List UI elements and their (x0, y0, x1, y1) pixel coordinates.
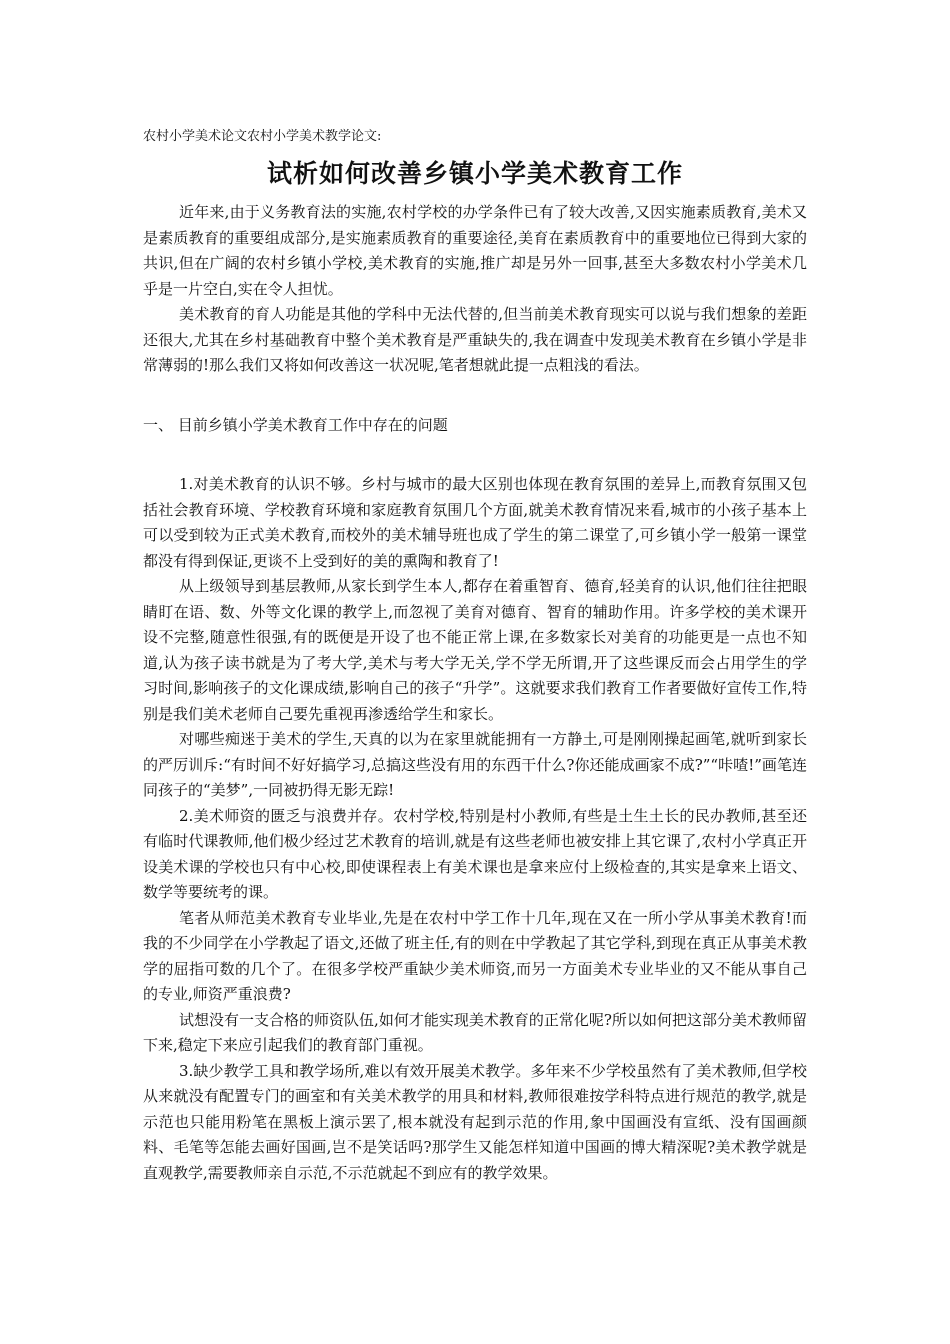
paragraph: 1.对美术教育的认识不够。乡村与城市的最大区别也体现在教育氛围的差异上,而教育氛围又包括社会教育环境、学校教育环境和家庭教育氛围几个方面,就美术教育情况来看,城市的小孩子基本上可以受到较为正式美术教育,而校外的美术辅导班也成了学生的第二课堂了,可乡镇小学一般第一课堂都没有得到保证,更谈不上受到好的美的熏陶和教育了! (143, 475, 807, 570)
paragraph: 对哪些痴迷于美术的学生,天真的以为在家里就能拥有一方静土,可是刚刚操起画笔,就听到家长的严厉训斥:“有时间不好好搞学习,总搞这些没有用的东西干什么?你还能成画家不成?”“咔喳!”画笔连同孩子的“美梦”,一同被扔得无影无踪! (143, 730, 807, 799)
section-heading: 一、 目前乡镇小学美术教育工作中存在的问题 (143, 415, 448, 434)
paragraph: 从上级领导到基层教师,从家长到学生本人,都存在着重智育、德育,轻美育的认识,他们往往把眼睛盯在语、数、外等文化课的教学上,而忽视了美育对德育、智育的辅助作用。许多学校的美术课开设不完整,随意性很强,有的既便是开设了也不能正常上课,在多数家长对美育的功能更是一点也不知道,认为孩子读书就是为了考大学,美术与考大学无关,学不学无所谓,开了这些课反而会占用学生的学习时间,影响孩子的文化课成绩,影响自己的孩子“升学”。这就要求我们教育工作者要做好宣传工作,特别是我们美术老师自己要先重视再渗透给学生和家长。 (143, 577, 807, 723)
paragraph: 笔者从师范美术教育专业毕业,先是在农村中学工作十几年,现在又在一所小学从事美术教育!而我的不少同学在小学教起了语文,还做了班主任,有的则在中学教起了其它学科,到现在真正从事美术教学的屈指可数的几个了。在很多学校严重缺少美术师资,而另一方面美术专业毕业的又不能从事自己的专业,师资严重浪费? (143, 908, 807, 1003)
document-kicker: 农村小学美术论文农村小学美术教学论文: (143, 129, 382, 144)
paragraph: 试想没有一支合格的师资队伍,如何才能实现美术教育的正常化呢?所以如何把这部分美术教师留下来,稳定下来应引起我们的教育部门重视。 (143, 1010, 807, 1054)
document-title: 试析如何改善乡镇小学美术教育工作 (266, 159, 683, 188)
paragraph: 近年来,由于义务教育法的实施,农村学校的办学条件已有了较大改善,又因实施素质教育,美术又是素质教育的重要组成部分,是实施素质教育的重要途径,美育在素质教育中的重要地位已得到大家的共识,但在广阔的农村乡镇小学校,美术教育的实施,推广却是另外一回事,甚至大多数农村小学美术几乎是一片空白,实在令人担忧。 (143, 203, 807, 298)
paragraph: 美术教育的育人功能是其他的学科中无法代替的,但当前美术教育现实可以说与我们想象的差距还很大,尤其在乡村基础教育中整个美术教育是严重缺失的,我在调查中发现美术教育在乡镇小学是非常薄弱的!那么我们又将如何改善这一状况呢,笔者想就此提一点粗浅的看法。 (143, 305, 807, 374)
paragraph: 2.美术师资的匮乏与浪费并存。农村学校,特别是村小教师,有些是土生土长的民办教师,甚至还有临时代课教师,他们极少经过艺术教育的培训,就是有这些老师也被安排上其它课了,农村小学真正开设美术课的学校也只有中心校,即使课程表上有美术课也是拿来应付上级检查的,其实是拿来上语文、数学等要统考的课。 (143, 806, 807, 901)
document-body (143, 200, 807, 1186)
paragraph: 3.缺少教学工具和教学场所,难以有效开展美术教学。多年来不少学校虽然有了美术教师,但学校从来就没有配置专门的画室和有关美术教学的用具和材料,教师很难按学科特点进行规范的教学,就是示范也只能用粉笔在黑板上演示罢了,根本就没有起到示范的作用,象中国画没有宣纸、没有国画颜料、毛笔等怎能去画好国画,岂不是笑话吗?那学生又能怎样知道中国画的博大精深呢?美术教学就是直观教学,需要教师亲自示范,不示范就起不到应有的教学效果。 (143, 1061, 807, 1182)
